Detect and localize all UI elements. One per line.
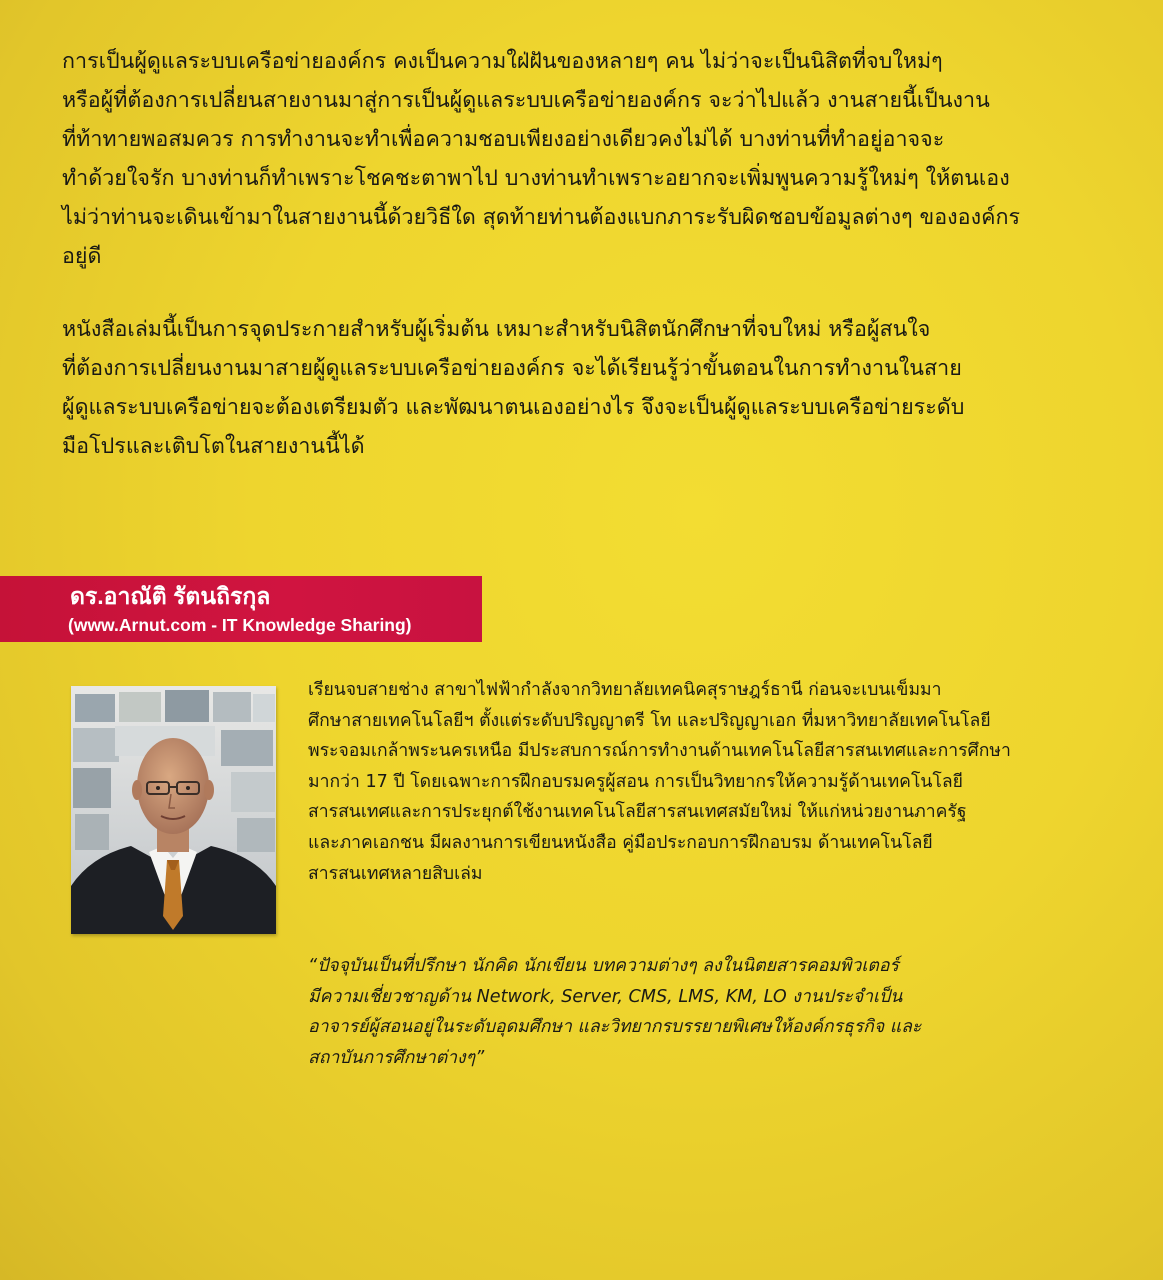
author-website: (www.Arnut.com - IT Knowledge Sharing) — [68, 615, 412, 635]
purpose-line: ที่ต้องการเปลี่ยนงานมาสายผู้ดูแลระบบเครือข่ายองค์กร จะได้เรียนรู้ว่าขั้นตอนในการทำงานในสาย — [62, 356, 962, 381]
intro-line: อยู่ดี — [62, 244, 102, 269]
intro-paragraph — [62, 42, 1102, 276]
intro-line: ที่ท้าทายพอสมควร การทำงานจะทำเพื่อความชอบเพียงอย่างเดียวคงไม่ได้ บางท่านที่ทำอยู่อาจจะ — [62, 127, 945, 152]
purpose-line: ผู้ดูแลระบบเครือข่ายจะต้องเตรียมตัว และพัฒนาตนเองอย่างไร จึงจะเป็นผู้ดูแลระบบเครือข่ายระดับ — [62, 395, 965, 420]
quote-line: อาจารย์ผู้สอนอยู่ในระดับอุดมศึกษา และวิทยากรบรรยายพิเศษให้องค์กรธุรกิจ และ — [308, 1017, 922, 1038]
bio-line: สารสนเทศหลายสิบเล่ม — [308, 863, 483, 884]
bio-line: เรียนจบสายช่าง สาขาไฟฟ้ากำลังจากวิทยาลัยเทคนิคสุราษฎร์ธานี ก่อนจะเบนเข็มมา — [308, 680, 942, 700]
bio-line: พระจอมเกล้าพระนครเหนือ มีประสบการณ์การทำงานด้านเทคโนโลยีสารสนเทศและการศึกษา — [308, 741, 1011, 762]
intro-line: ทำด้วยใจรัก บางท่านก็ทำเพราะโชคชะตาพาไป บางท่านทำเพราะอยากจะเพิ่มพูนความรู้ใหม่ๆ ให้ตนเอง — [62, 166, 1010, 191]
intro-line: ไม่ว่าท่านจะเดินเข้ามาในสายงานนี้ด้วยวิธีใด สุดท้ายท่านต้องแบกภาระรับผิดชอบข้อมูลต่างๆ ขององค์กร — [62, 205, 1021, 230]
author-photo — [71, 686, 276, 934]
bio-line: สารสนเทศและการประยุกต์ใช้งานเทคโนโลยีสารสนเทศสมัยใหม่ ให้แก่หน่วยงานภาครัฐ — [308, 802, 967, 823]
author-banner — [0, 576, 482, 642]
author-name: ดร.อาณัติ รัตนถิรกุล — [70, 583, 271, 609]
purpose-line: หนังสือเล่มนี้เป็นการจุดประกายสำหรับผู้เริ่มต้น เหมาะสำหรับนิสิตนักศึกษาที่จบใหม่ หรือผู้สนใจ — [62, 317, 931, 342]
quote-line: มีความเชี่ยวชาญด้าน Network, Server, CMS, LMS, KM, LO งานประจำเป็น — [308, 986, 903, 1007]
purpose-line: มือโปรและเติบโตในสายงานนี้ได้ — [62, 434, 365, 459]
bio-line: และภาคเอกชน มีผลงานการเขียนหนังสือ คู่มือประกอบการฝึกอบรม ด้านเทคโนโลยี — [308, 832, 933, 853]
quote-line: “ปัจจุบันเป็นที่ปรึกษา นักคิด นักเขียน บทความต่างๆ ลงในนิตยสารคอมพิวเตอร์ — [308, 956, 899, 976]
bio-line: มากว่า 17 ปี โดยเฉพาะการฝึกอบรมครูผู้สอน การเป็นวิทยากรให้ความรู้ด้านเทคโนโลยี — [308, 771, 963, 792]
purpose-paragraph — [62, 310, 1102, 466]
bio-line: ศึกษาสายเทคโนโลยีฯ ตั้งแต่ระดับปริญญาตรี โท และปริญญาเอก ที่มหาวิทยาลัยเทคโนโลยี — [308, 710, 991, 731]
intro-line: การเป็นผู้ดูแลระบบเครือข่ายองค์กร คงเป็นความใฝ่ฝันของหลายๆ คน ไม่ว่าจะเป็นนิสิตที่จบใหม่ๆ — [62, 49, 943, 74]
intro-line: หรือผู้ที่ต้องการเปลี่ยนสายงานมาสู่การเป็นผู้ดูแลระบบเครือข่ายองค์กร จะว่าไปแล้ว งานสายนี้เป็นงาน — [62, 88, 990, 113]
author-quote — [308, 951, 1108, 1073]
quote-line: สถาบันการศึกษาต่างๆ” — [308, 1047, 485, 1068]
author-bio — [308, 675, 1108, 889]
